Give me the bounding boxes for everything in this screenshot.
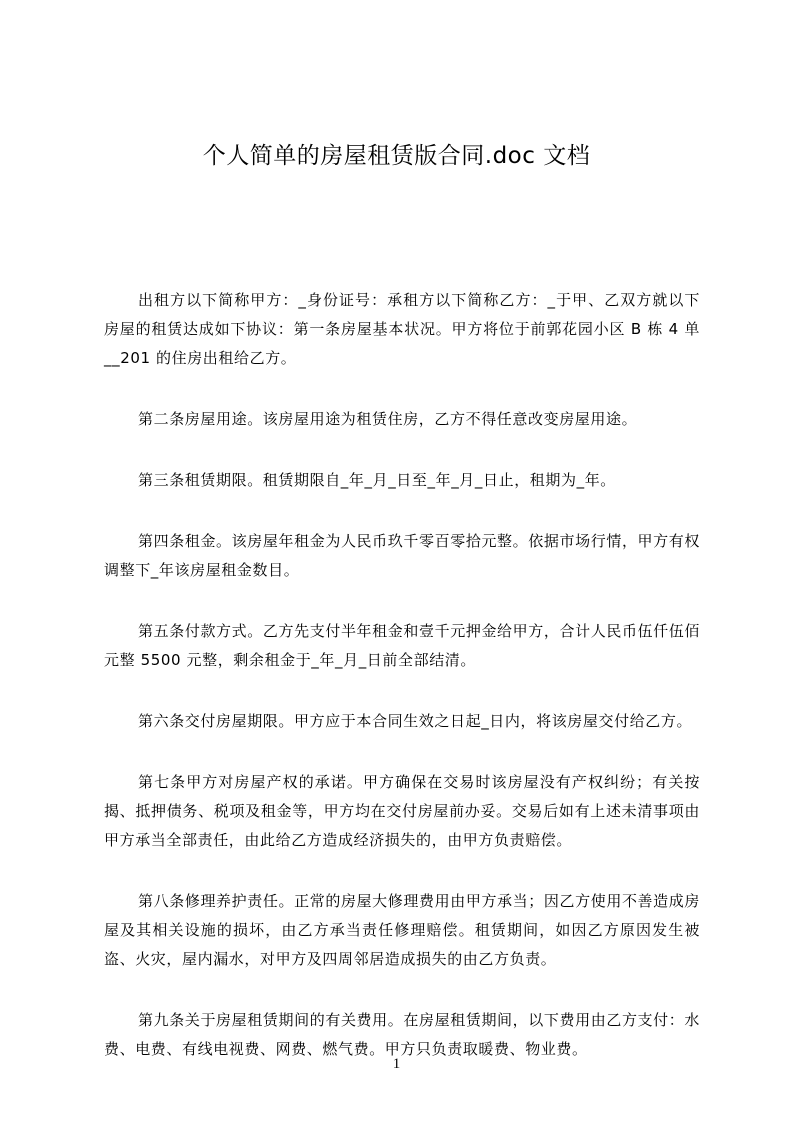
document-title: 个人简单的房屋租赁版合同.doc 文档 (202, 143, 591, 169)
paragraph-article-7: 第七条甲方对房屋产权的承诺。甲方确保在交易时该房屋没有产权纠纷；有关按揭、抵押债务、税项及租金等，甲方均在交付房屋前办妥。交易后如有上述未清事项由甲方承当全部责任，由此给乙方造成经济损失的，由甲方负责赔偿。 (104, 773, 700, 849)
paragraph-article-4: 第四条租金。该房屋年租金为人民币玖千零百零拾元整。依据市场行情，甲方有权调整下_年该房屋租金数目。 (104, 532, 700, 579)
paragraph-parties: 出租方以下简称甲方：_身份证号：承租方以下简称乙方：_于甲、乙双方就以下房屋的租赁达成如下协议：第一条房屋基本状况。甲方将位于前郭花园小区 B 栋 4 单__201 的住房出租给乙方。 (104, 291, 700, 367)
paragraph-article-6: 第六条交付房屋期限。甲方应于本合同生效之日起_日内，将该房屋交付给乙方。 (138, 712, 693, 730)
paragraph-article-2: 第二条房屋用途。该房屋用途为租赁住房，乙方不得任意改变房屋用途。 (138, 410, 638, 428)
paragraph-article-5: 第五条付款方式。乙方先支付半年租金和壹千元押金给甲方，合计人民币伍仟伍佰元整 5500 元整，剩余租金于_年_月_日前全部结清。 (104, 622, 700, 669)
page-number: 1 (392, 1056, 401, 1072)
paragraph-article-9: 第九条关于房屋租赁期间的有关费用。在房屋租赁期间，以下费用由乙方支付：水费、电费、有线电视费、网费、燃气费。甲方只负责取暖费、物业费。 (104, 1011, 700, 1058)
document-body (104, 286, 700, 1096)
paragraph-article-8: 第八条修理养护责任。正常的房屋大修理费用由甲方承当；因乙方使用不善造成房屋及其相关设施的损坏，由乙方承当责任修理赔偿。租赁期间，如因乙方原因发生被盗、火灾，屋内漏水，对甲方及四周邻居造成损失的由乙方负责。 (104, 892, 700, 968)
paragraph-article-3: 第三条租赁期限。租赁期限自_年_月_日至_年_月_日止，租期为_年。 (138, 471, 616, 489)
